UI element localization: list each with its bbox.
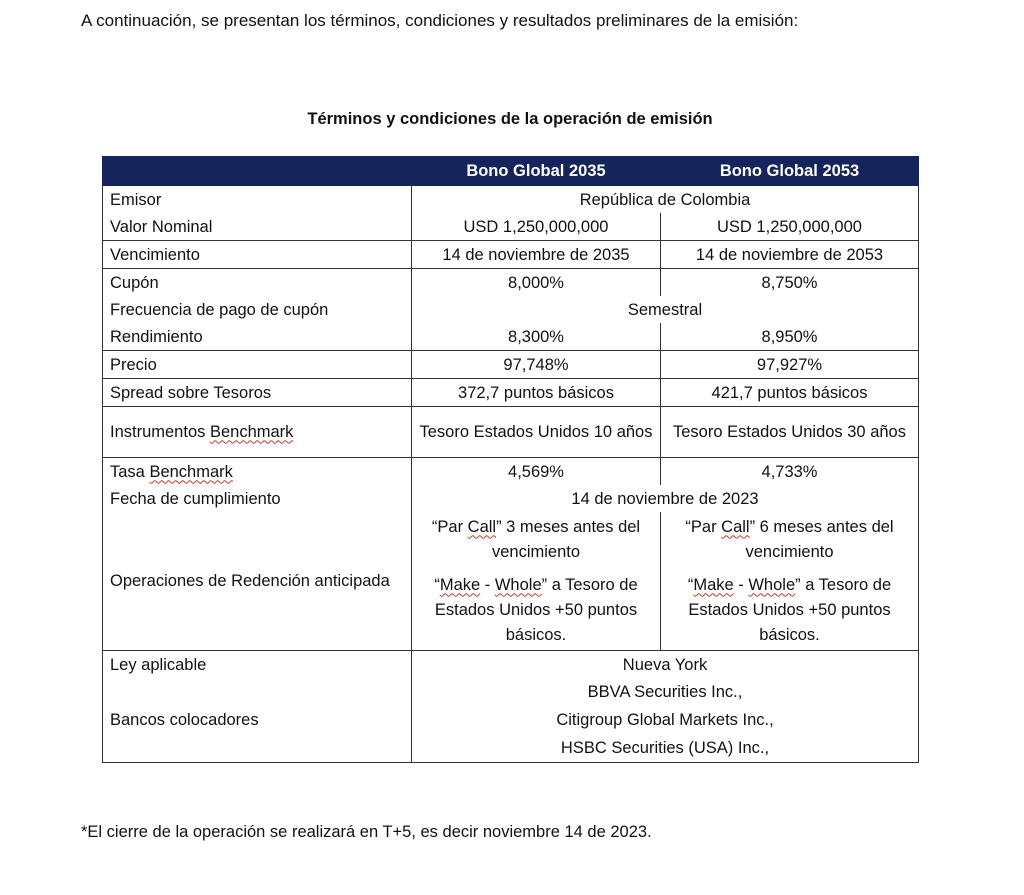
row-label: Vencimiento: [103, 241, 412, 269]
bank-name: HSBC Securities (USA) Inc.,: [560, 739, 770, 757]
text-fragment: “Par: [685, 517, 722, 536]
row-ley-aplicable: [103, 651, 919, 679]
text-fragment: “Par: [431, 517, 468, 536]
spellcheck-word: Benchmark: [209, 422, 294, 441]
label-prefix: Instrumentos: [110, 422, 210, 441]
row-label: [103, 407, 412, 458]
value-2035: Tesoro Estados Unidos 10 años: [412, 407, 661, 458]
row-value: 14 de noviembre de 2023: [412, 485, 919, 512]
spellcheck-word: Make: [693, 575, 734, 594]
row-label: Rendimiento: [103, 323, 412, 351]
spellcheck-word: Make: [439, 575, 481, 594]
text-fragment: ” 6 meses antes del vencimiento: [745, 517, 894, 561]
make-whole-text: [418, 573, 654, 648]
value-2053: 14 de noviembre de 2053: [661, 241, 919, 269]
text-fragment: -: [733, 575, 749, 594]
value-2053: 97,927%: [661, 351, 919, 379]
row-label: Fecha de cumplimiento: [103, 485, 412, 512]
row-label: Bancos colocadores: [103, 678, 412, 763]
row-label: Emisor: [103, 186, 412, 214]
row-value: [412, 678, 919, 763]
row-label: Spread sobre Tesoros: [103, 379, 412, 407]
text-fragment: -: [480, 575, 495, 594]
row-cupon: [103, 269, 919, 297]
value-2053: 4,733%: [661, 458, 919, 486]
text-fragment: “: [687, 575, 694, 594]
spellcheck-word: Call: [721, 517, 750, 536]
row-frecuencia: [103, 296, 919, 323]
value-2053: 8,750%: [661, 269, 919, 297]
value-2035: 14 de noviembre de 2035: [412, 241, 661, 269]
value-2053: USD 1,250,000,000: [661, 213, 919, 241]
value-2053: 421,7 puntos básicos: [661, 379, 919, 407]
text-fragment: “: [434, 575, 440, 594]
header-blank-cell: [103, 157, 412, 186]
value-2053: 8,950%: [661, 323, 919, 351]
row-value: Semestral: [412, 296, 919, 323]
text-fragment: ” a Tesoro de Estados Unidos +50 puntos básicos.: [434, 575, 638, 644]
spellcheck-word: Benchmark: [149, 462, 233, 481]
row-label: Ley aplicable: [103, 651, 412, 679]
par-call-text: [418, 515, 654, 565]
row-emisor: [103, 186, 919, 214]
row-label: Cupón: [103, 269, 412, 297]
row-label: [103, 458, 412, 486]
value-2035: 372,7 puntos básicos: [412, 379, 661, 407]
value-2035: 8,300%: [412, 323, 661, 351]
text-fragment: ” a Tesoro de Estados Unidos +50 puntos básicos.: [688, 575, 892, 644]
row-spread: [103, 379, 919, 407]
value-2053: Tesoro Estados Unidos 30 años: [661, 407, 919, 458]
row-value: Nueva York: [412, 651, 919, 679]
footnote: *El cierre de la operación se realizará en T+5, es decir noviembre 14 de 2023.: [81, 823, 652, 841]
row-instrumentos-benchmark: [103, 407, 919, 458]
spellcheck-word: Whole: [748, 575, 796, 594]
bank-name: Citigroup Global Markets Inc.,: [556, 711, 774, 729]
row-bancos-colocadores: [103, 678, 919, 763]
value-2053: [661, 512, 919, 651]
spellcheck-word: Whole: [494, 575, 542, 594]
terms-table: [102, 156, 919, 763]
row-precio: [103, 351, 919, 379]
row-label: Frecuencia de pago de cupón: [103, 296, 412, 323]
row-valor-nominal: [103, 213, 919, 241]
row-redencion-anticipada: [103, 512, 919, 651]
header-bono-2053: Bono Global 2053: [661, 157, 919, 186]
row-fecha-cumplimiento: [103, 485, 919, 512]
value-2035: 97,748%: [412, 351, 661, 379]
table-header-row: [103, 157, 919, 186]
row-vencimiento: [103, 241, 919, 269]
bank-name: BBVA Securities Inc.,: [587, 683, 743, 701]
row-label: Valor Nominal: [103, 213, 412, 241]
value-2035: USD 1,250,000,000: [412, 213, 661, 241]
row-label: Precio: [103, 351, 412, 379]
label-prefix: Tasa: [110, 462, 150, 481]
par-call-text: [667, 515, 912, 565]
row-tasa-benchmark: [103, 458, 919, 486]
row-label: Operaciones de Redención anticipada: [103, 512, 412, 651]
make-whole-text: [667, 573, 912, 648]
table-title: Términos y condiciones de la operación de emisión: [307, 110, 713, 128]
row-rendimiento: [103, 323, 919, 351]
value-2035: 4,569%: [412, 458, 661, 486]
header-bono-2035: Bono Global 2035: [412, 157, 661, 186]
spellcheck-word: Call: [467, 517, 497, 536]
value-2035: [412, 512, 661, 651]
text-fragment: ” 3 meses antes del vencimiento: [491, 517, 641, 561]
row-value: República de Colombia: [412, 186, 919, 214]
intro-paragraph: A continuación, se presentan los términos, condiciones y resultados preliminares de la emisión:: [81, 11, 799, 30]
value-2035: 8,000%: [412, 269, 661, 297]
